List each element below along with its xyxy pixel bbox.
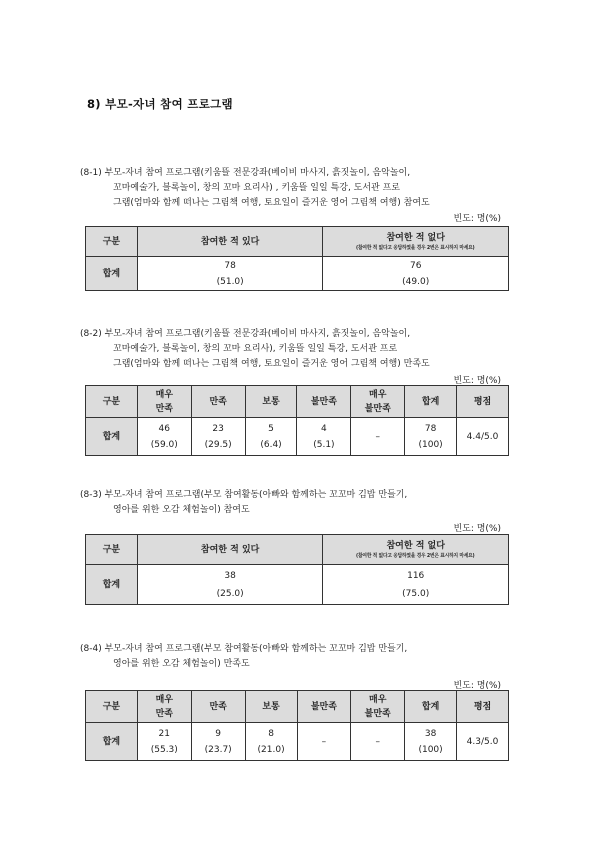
cell-count: 38 bbox=[424, 728, 437, 739]
header-very-satisfied-label: 매우 만족 bbox=[155, 694, 173, 719]
row-label-total: 합계 bbox=[86, 723, 138, 761]
cell-pct: (29.5) bbox=[204, 439, 232, 450]
cell-pct: (5.1) bbox=[313, 439, 335, 450]
header-participated: 참여한 적 있다 bbox=[137, 227, 323, 257]
cell-pct: (59.0) bbox=[150, 439, 178, 450]
header-dissatisfied: 불만족 bbox=[297, 691, 351, 723]
question-8-3 bbox=[80, 488, 515, 518]
header-category: 구분 bbox=[86, 691, 138, 723]
header-category: 구분 bbox=[86, 227, 138, 257]
header-very-satisfied-label: 매우 만족 bbox=[155, 389, 173, 414]
cell-count: 76 bbox=[409, 260, 422, 271]
header-very-dissatisfied bbox=[351, 691, 405, 723]
cell-count: 8 bbox=[268, 728, 274, 739]
cell-count: 116 bbox=[407, 570, 425, 581]
row-label-total: 합계 bbox=[86, 257, 138, 291]
question-line: (8-1) 부모-자녀 참여 프로그램(키움뜰 전문강좌(베이비 마사지, 흙짓놀이, 음악놀이, bbox=[80, 168, 411, 178]
cell-participated bbox=[137, 565, 323, 605]
cell-pct: (23.7) bbox=[204, 744, 232, 755]
cell-pct: (51.0) bbox=[216, 276, 244, 287]
question-line: 꼬마예술가, 블록놀이, 창의 꼬마 요리사) , 키움뜰 일일 특강, 도서관 프로 bbox=[113, 183, 400, 193]
cell-participated bbox=[137, 257, 323, 291]
header-rating: 평점 bbox=[457, 386, 509, 418]
cell-total bbox=[405, 418, 457, 456]
unit-label: 빈도: 명(%) bbox=[453, 376, 501, 386]
cell-count: 4 bbox=[321, 423, 327, 434]
header-very-satisfied bbox=[137, 386, 191, 418]
header-not-participated bbox=[323, 535, 509, 565]
cell-not-participated bbox=[323, 565, 509, 605]
header-satisfied: 만족 bbox=[191, 386, 245, 418]
cell-neutral bbox=[245, 418, 297, 456]
cell-count: 9 bbox=[215, 728, 222, 739]
cell-count: 23 bbox=[212, 423, 224, 434]
row-label-total: 합계 bbox=[86, 565, 138, 605]
cell-pct: (100) bbox=[418, 744, 443, 755]
header-very-satisfied bbox=[137, 691, 191, 723]
unit-label: 빈도: 명(%) bbox=[453, 681, 501, 691]
question-line: 영아를 위한 오감 체험놀이) 참여도 bbox=[113, 505, 250, 515]
cell-not-participated bbox=[323, 257, 509, 291]
section-heading: 8) 부모-자녀 참여 프로그램 bbox=[87, 97, 233, 111]
cell-satisfied bbox=[191, 418, 245, 456]
question-8-4 bbox=[80, 642, 515, 672]
unit-label: 빈도: 명(%) bbox=[453, 524, 501, 534]
header-total: 합계 bbox=[405, 386, 457, 418]
satisfaction-table-8-4 bbox=[85, 690, 509, 761]
cell-count: 78 bbox=[424, 423, 437, 434]
header-rating: 평점 bbox=[457, 691, 509, 723]
cell-pct: (100) bbox=[418, 439, 443, 450]
cell-very-dissatisfied: – bbox=[351, 418, 405, 456]
header-dissatisfied: 불만족 bbox=[297, 386, 351, 418]
header-very-dissatisfied-label: 매우 불만족 bbox=[364, 389, 391, 414]
cell-count: 46 bbox=[158, 423, 170, 434]
unit-label: 빈도: 명(%) bbox=[453, 214, 501, 224]
cell-count: 21 bbox=[158, 728, 170, 739]
question-8-1 bbox=[80, 166, 515, 211]
cell-very-satisfied bbox=[137, 418, 191, 456]
question-line: 영아를 위한 오감 체험놀이) 만족도 bbox=[113, 659, 250, 669]
cell-pct: (49.0) bbox=[402, 276, 430, 287]
header-very-dissatisfied bbox=[351, 386, 405, 418]
row-label-total: 합계 bbox=[86, 418, 138, 456]
cell-pct: (55.3) bbox=[150, 744, 178, 755]
header-category: 구분 bbox=[86, 535, 138, 565]
header-not-participated-note: (참여한 적 없다고 응답하였을 경우 2번은 표시하지 마세요) bbox=[356, 245, 475, 251]
cell-very-satisfied bbox=[137, 723, 191, 761]
cell-very-dissatisfied: – bbox=[351, 723, 405, 761]
header-neutral: 보통 bbox=[245, 691, 297, 723]
question-line: (8-2) 부모-자녀 참여 프로그램(키움뜰 전문강좌(베이비 마사지, 흙짓놀이, 음악놀이, bbox=[80, 329, 411, 339]
header-participated: 참여한 적 있다 bbox=[137, 535, 323, 565]
question-line: 꼬마예술가, 블록놀이, 창의 꼬마 요리사), 키움뜰 일일 특강, 도서관 프로 bbox=[113, 344, 398, 354]
satisfaction-table-8-2 bbox=[85, 385, 509, 456]
cell-neutral bbox=[245, 723, 297, 761]
cell-dissatisfied bbox=[297, 418, 351, 456]
header-satisfied: 만족 bbox=[191, 691, 245, 723]
header-category: 구분 bbox=[86, 386, 138, 418]
cell-rating: 4.4/5.0 bbox=[457, 418, 509, 456]
cell-count: 5 bbox=[268, 423, 274, 434]
cell-pct: (21.0) bbox=[257, 744, 285, 755]
question-8-2 bbox=[80, 327, 515, 372]
cell-pct: (75.0) bbox=[402, 588, 430, 599]
header-total: 합계 bbox=[405, 691, 457, 723]
question-line: (8-3) 부모-자녀 참여 프로그램(부모 참여활동(아빠와 함께하는 꼬꼬마 김밥 만들기, bbox=[80, 490, 408, 500]
question-line: (8-4) 부모-자녀 참여 프로그램(부모 참여활동(아빠와 함께하는 꼬꼬마 김밥 만들기, bbox=[80, 644, 408, 654]
cell-pct: (25.0) bbox=[216, 588, 244, 599]
cell-count: 38 bbox=[224, 570, 236, 581]
cell-satisfied bbox=[191, 723, 245, 761]
cell-count: 78 bbox=[224, 260, 236, 271]
participation-table-8-1 bbox=[85, 226, 509, 291]
participation-table-8-3 bbox=[85, 534, 509, 605]
cell-dissatisfied: – bbox=[297, 723, 351, 761]
question-line: 그램(엄마와 함께 떠나는 그림책 여행, 토요일이 즐거운 영어 그림책 여행) 참여도 bbox=[113, 198, 430, 208]
header-not-participated bbox=[323, 227, 509, 257]
header-not-participated-title: 참여한 적 없다 bbox=[386, 541, 445, 551]
cell-rating: 4.3/5.0 bbox=[457, 723, 509, 761]
header-not-participated-title: 참여한 적 없다 bbox=[386, 233, 445, 243]
question-line: 그램(엄마와 함께 떠나는 그림책 여행, 토요일이 즐거운 영어 그림책 여행) 만족도 bbox=[113, 359, 430, 369]
cell-total bbox=[405, 723, 457, 761]
header-neutral: 보통 bbox=[245, 386, 297, 418]
header-not-participated-note: (참여한 적 없다고 응답하였을 경우 2번은 표시하지 마세요) bbox=[356, 553, 475, 559]
header-very-dissatisfied-label: 매우 불만족 bbox=[364, 694, 391, 719]
cell-pct: (6.4) bbox=[260, 439, 282, 450]
